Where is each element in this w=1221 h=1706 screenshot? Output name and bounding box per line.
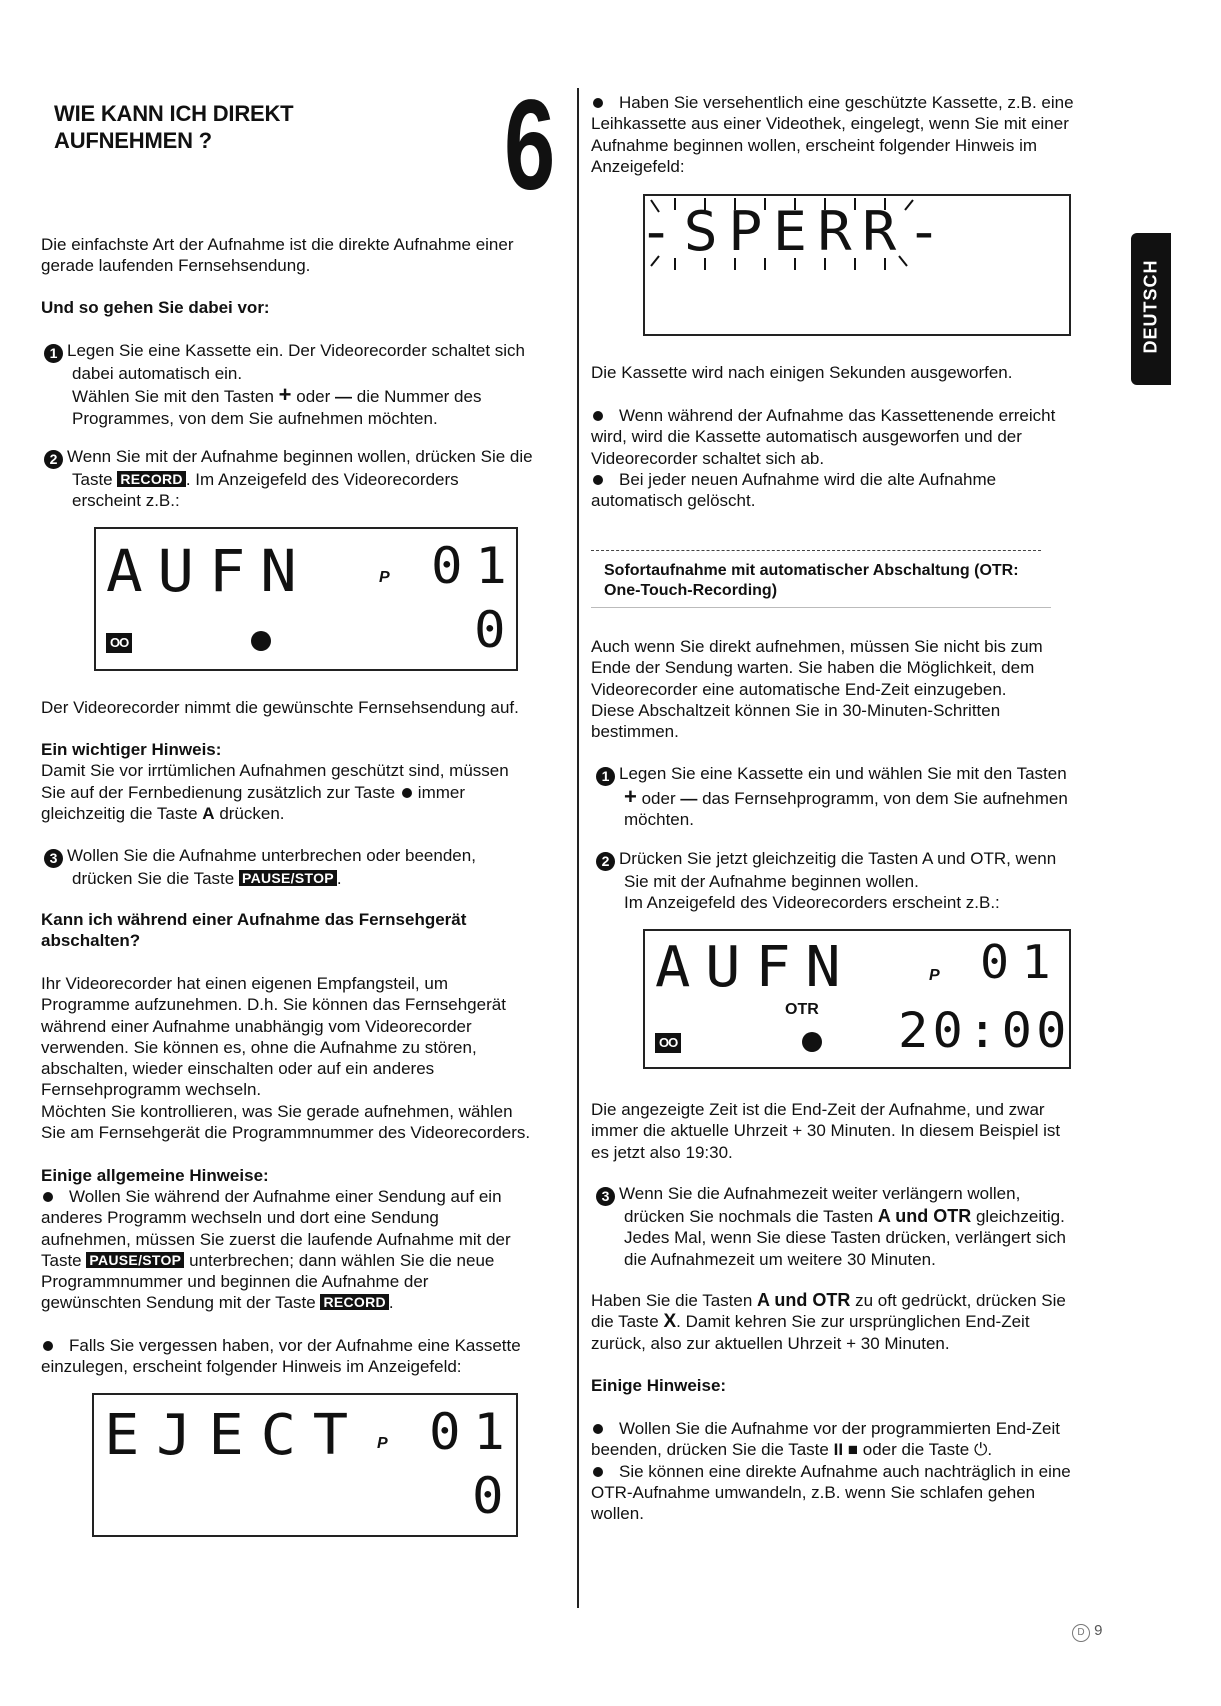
protected-cassette-note: Haben Sie versehentlich eine geschützte Kassette, z.B. eine Leihkassette aus einer Videothek, eingelegt, wenn Sie mit einer Aufnahme beginnen wollen, erscheint folgender Hinweis im Anzeigefeld: bbox=[591, 93, 1074, 176]
otr-step-3: 3 Wenn Sie die Aufnahmezeit weiter verlängern wollen, drücken Sie nochmals die Tasten A und OTR gleichzeitig. Jedes Mal, wenn Sie diese Tasten drücken, verlängert sich die Aufnahmezeit um weitere 30 Minuten. bbox=[596, 1183, 1121, 1270]
record-dot-icon bbox=[251, 631, 271, 651]
step-number: 2 bbox=[44, 450, 63, 469]
tv-question-heading: Kann ich während einer Aufnahme das Fernsehgerät abschalten? bbox=[41, 910, 467, 951]
lcd-main-text: -SPERR- bbox=[639, 200, 952, 263]
lcd-program-label: P bbox=[379, 569, 390, 586]
otr-intro: Auch wenn Sie direkt aufnehmen, müssen Sie nicht bis zum Ende der Sendung warten. Sie haben die Möglichkeit, dem Videorecorder eine automatische End-Zeit einzugeben. Diese Abschaltzeit können Sie in 30-Minuten-Schritten bestimmen. bbox=[591, 637, 1043, 742]
otr-step-2: 2 Drücken Sie jetzt gleichzeitig die Tasten A und OTR, wenn Sie mit der Aufnahme beginnen wollen. Im Anzeigefeld des Videorecorders erscheint z.B.: bbox=[596, 848, 1121, 914]
record-dot-icon bbox=[402, 788, 412, 798]
page-title: WIE KANN ICH DIREKT AUFNEHMEN ? bbox=[54, 101, 294, 153]
lcd-display-otr bbox=[643, 929, 1071, 1069]
step-2: 2 Wenn Sie mit der Aufnahme beginnen wollen, drücken Sie die Taste RECORD . Im Anzeigefeld des Videorecorders erscheint z.B.: bbox=[44, 446, 589, 512]
lcd-main-text: AUFN bbox=[655, 935, 856, 1000]
general-hint-1: Wollen Sie während der Aufnahme einer Sendung auf ein anderes Programm wechseln und dort eine Sendung aufnehmen, müssen Sie zuerst die laufende Aufnahme mit der Taste PAUSE/STOP unterbrechen; dann wählen Sie die neue Programmnummer und beginnen die Aufnahme der gewünschten Sendung mit der Taste RECORD . bbox=[41, 1187, 511, 1313]
time-explanation: Die angezeigte Zeit ist die End-Zeit der Aufnahme, und zwar immer die aktuelle Uhrzeit + 30 Minuten. In diesem Beispiel ist es jetzt also 19:30. bbox=[591, 1100, 1061, 1162]
steps-heading: Und so gehen Sie dabei vor: bbox=[41, 298, 270, 317]
cassette-icon: OO bbox=[106, 633, 132, 653]
record-key: RECORD bbox=[320, 1294, 388, 1310]
important-hint: Ein wichtiger Hinweis: Damit Sie vor irrtümlichen Aufnahmen geschützt sind, müssen Sie auf der Fernbedienung zusätzlich zur Taste immer gleichzeitig die Taste A drücken. bbox=[41, 740, 509, 823]
notes-list: Wollen Sie die Aufnahme vor der programmierten End-Zeit beenden, drücken Sie die Taste II ■ oder die Taste ⏻. Sie können eine direkte Aufnahme auch nachträglich in eine OTR-Aufnahme umwandeln, z.B. wenn Sie schlafen gehen wollen. bbox=[591, 1419, 1071, 1524]
intro-paragraph: Die einfachste Art der Aufnahme ist die direkte Aufnahme einer gerade laufenden Fernsehsendung. bbox=[41, 235, 514, 276]
language-tab: DEUTSCH bbox=[1131, 233, 1171, 385]
bullet-icon bbox=[593, 475, 603, 485]
lcd-program-number: 01 bbox=[980, 935, 1064, 989]
pause-stop-key: PAUSE/STOP bbox=[239, 870, 337, 886]
section-divider bbox=[591, 550, 1041, 551]
lcd-program-label: P bbox=[377, 1435, 388, 1452]
notes-heading: Einige Hinweise: bbox=[591, 1376, 727, 1395]
record-key: RECORD bbox=[117, 471, 185, 487]
step-number: 1 bbox=[44, 344, 63, 363]
language-circle-icon: D bbox=[1072, 1624, 1090, 1642]
general-hints-heading: Einige allgemeine Hinweise: bbox=[41, 1166, 269, 1185]
step-number: 3 bbox=[44, 849, 63, 868]
lcd-display-aufn bbox=[94, 527, 518, 671]
step-number: 1 bbox=[596, 767, 615, 786]
chapter-number: 6 bbox=[504, 74, 556, 217]
record-dot-icon bbox=[802, 1032, 822, 1052]
bullet-icon bbox=[593, 98, 603, 108]
bullet-icon bbox=[593, 1467, 603, 1477]
tape-end-note: Wenn während der Aufnahme das Kassettenende erreicht wird, wird die Kassette automatisch ausgeworfen und der Videorecorder schaltet sich ab. Bei jeder neuen Aufnahme wird die alte Aufnahme automatisch gelöscht. bbox=[591, 406, 1056, 511]
lcd-counter: 0 bbox=[472, 1467, 504, 1525]
step-number: 2 bbox=[596, 852, 615, 871]
lcd-program-label: P bbox=[929, 967, 940, 984]
recording-note: Der Videorecorder nimmt die gewünschte Fernsehsendung auf. bbox=[41, 698, 519, 717]
step-number: 3 bbox=[596, 1187, 615, 1206]
lcd-end-time: 20:00 bbox=[898, 1003, 1071, 1059]
bullet-icon bbox=[43, 1192, 53, 1202]
lcd-main-text: AUFN bbox=[106, 537, 312, 605]
bullet-icon bbox=[593, 411, 603, 421]
bullet-icon bbox=[593, 1424, 603, 1434]
general-hint-2: Falls Sie vergessen haben, vor der Aufnahme eine Kassette einzulegen, erscheint folgender Hinweis im Anzeigefeld: bbox=[41, 1336, 521, 1377]
lcd-program-number: 01 bbox=[431, 537, 520, 595]
column-divider bbox=[577, 88, 579, 1608]
step-1: 1 Legen Sie eine Kassette ein. Der Videorecorder schaltet sich dabei automatisch ein. Wählen Sie mit den Tasten + oder — die Nummer des Programmes, von dem Sie aufnehmen möchten. bbox=[44, 340, 584, 429]
pause-stop-key: PAUSE/STOP bbox=[86, 1252, 184, 1268]
heading-underline bbox=[591, 607, 1051, 608]
bullet-icon bbox=[43, 1341, 53, 1351]
otr-step-1: 1 Legen Sie eine Kassette ein und wählen Sie mit den Tasten + oder — das Fernsehprogramm, von dem Sie aufnehmen möchten. bbox=[596, 763, 1121, 831]
lcd-program-number: 01 bbox=[429, 1403, 518, 1461]
reset-note: Haben Sie die Tasten A und OTR zu oft gedrückt, drücken Sie die Taste X. Damit kehren Sie zur ursprünglichen End-Zeit zurück, also zur aktuellen Uhrzeit + 30 Minuten. bbox=[591, 1290, 1066, 1353]
lcd-display-sperr bbox=[639, 194, 1071, 336]
lcd-main-text: EJECT bbox=[104, 1403, 366, 1468]
lcd-otr-label: OTR bbox=[785, 1001, 819, 1018]
tv-answer: Ihr Videorecorder hat einen eigenen Empfangsteil, um Programme aufzunehmen. D.h. Sie können das Fernsehgerät während einer Aufnahme unabhängig vom Videorecorder verwenden. Sie können es, ohne die Aufnahme zu stören, abschalten, wieder einschalten oder auf ein anderes Fernsehprogramm wechseln. Möchten Sie kontrollieren, was Sie gerade aufnehmen, wählen Sie am Fernsehgerät die Programmnummer des Videorecorders. bbox=[41, 974, 531, 1143]
otr-heading: Sofortaufnahme mit automatischer Abschaltung (OTR: One-Touch-Recording) bbox=[604, 562, 1019, 599]
lcd-counter: 0 bbox=[474, 601, 506, 659]
lcd-display-eject bbox=[92, 1393, 518, 1537]
step-3: 3 Wollen Sie die Aufnahme unterbrechen oder beenden, drücken Sie die Taste PAUSE/STOP . bbox=[44, 845, 589, 889]
cassette-icon: OO bbox=[655, 1033, 681, 1053]
page-number: D 9 bbox=[1072, 1622, 1103, 1642]
eject-note: Die Kassette wird nach einigen Sekunden ausgeworfen. bbox=[591, 363, 1013, 382]
